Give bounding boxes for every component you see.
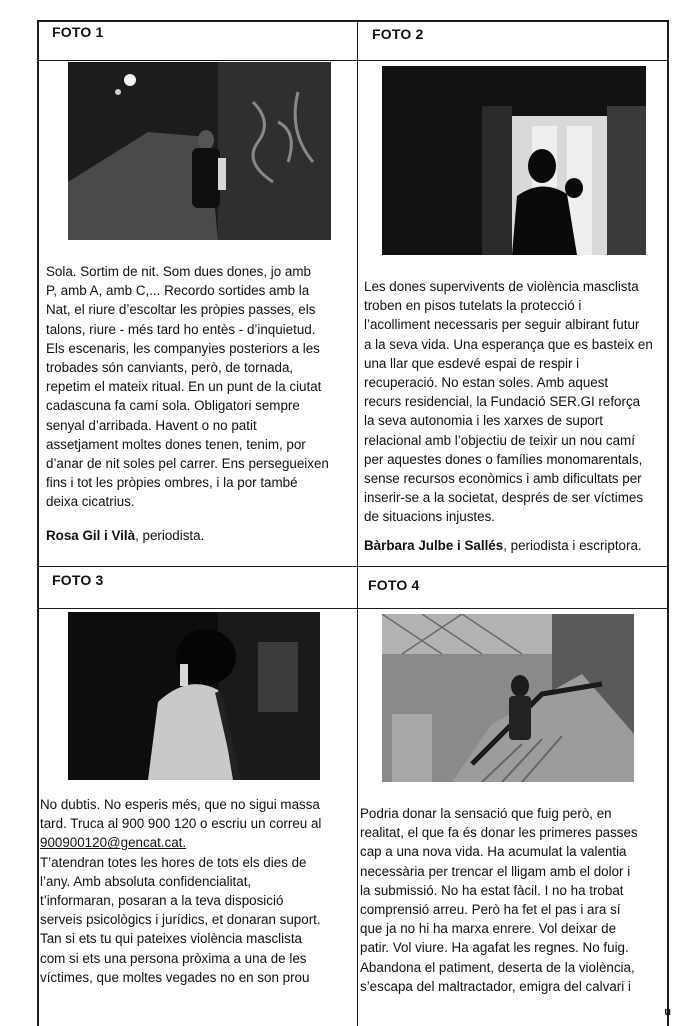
foto3-photo (68, 612, 320, 780)
foto1-signature (46, 528, 204, 543)
text-line: serveis psicològics i jurídics, et donaran suport. (40, 912, 321, 928)
text-line: senyal d’arribada. Havent o no patit (46, 417, 257, 433)
table-border-top (37, 20, 669, 22)
text-line: la seva autonomia i les xarxes de suport (364, 413, 603, 429)
text-line: patir. Vol viure. Ha agafat les regnes. No fuig. (360, 940, 629, 956)
author-name: Bàrbara Julbe i Sallés (364, 538, 504, 553)
text-line: cap a una nova vida. Ha acumulat la valentia (360, 844, 627, 860)
text-line: Les dones supervivents de violència masclista (364, 279, 639, 294)
text-line: realitat, el que fa és donar les primeres passes (360, 825, 638, 841)
text-line: No dubtis. No esperis més, que no sigui massa (40, 797, 320, 812)
text-line: que ja no hi ha marxa enrere. Vol deixar de (360, 921, 617, 937)
text-line: T’atendran totes les hores de tots els dies de (40, 854, 307, 870)
foto1-label: FOTO 1 (52, 24, 104, 40)
table-divider-row2-header (37, 608, 669, 609)
table-divider-middle (37, 566, 669, 567)
foto1-photo (68, 62, 331, 240)
text-line: Els escenaris, les companyies posteriors a les (46, 340, 320, 356)
foto2-photo (382, 66, 646, 255)
text-line: talons, riure - més tard ho entès - d’inquietud. (46, 321, 316, 337)
text-line: l’any. Amb absoluta confidencialitat, (40, 873, 252, 889)
foto3-label: FOTO 3 (52, 572, 104, 588)
text-line: l’acolliment necessaris per seguir albirant futur (364, 317, 640, 333)
text-line: relacional amb l’objectiu de teixir un nou camí (364, 432, 635, 448)
text-line: fins i tot les pròpies ombres, i la por també (46, 475, 298, 491)
foto4-label: FOTO 4 (368, 577, 420, 593)
text-line: recuperació. No estan soles. Amb aquest (364, 375, 609, 391)
text-line: necessària per trencar el lligam amb el dolor i (360, 863, 631, 879)
text-line: de situacions injustes. (364, 509, 496, 525)
text-line: s’escapa del maltractador, emigra del calvari i (360, 978, 631, 994)
text-line: assetjament moltes dones tenen, tenim, por (46, 436, 306, 452)
text-line: la submissió. No ha estat fàcil. I no ha trobat (360, 882, 624, 898)
text-line: Podria donar la sensació que fuig però, en (360, 806, 612, 821)
table-border-left (37, 20, 39, 1026)
text-line: inserir-se a la societat, després de ser víctimes (364, 490, 644, 506)
text-line: tard. Truca al 900 900 120 o escriu un correu al (40, 816, 322, 832)
foto4-photo (382, 614, 634, 782)
text-line: d’anar de nit soles pel carrer. Ens persegueixen (46, 456, 329, 472)
text-line: Abandona el patiment, deserta de la violència, (360, 959, 635, 975)
text-line: troben en pisos tutelats la protecció i (364, 298, 582, 314)
foto3-text (40, 795, 354, 987)
text-line: per aquestes dones o famílies monomarentals, (364, 451, 643, 467)
text-line: Nat, el riure d’escoltar les pròpies passes, els (46, 302, 316, 318)
author-role: , periodista i escriptora. (503, 538, 642, 553)
text-line: a la seva vida. Una esperança que es basteix en (364, 336, 653, 352)
table-divider-vertical (357, 20, 358, 1026)
text-line: Tan si ets tu qui pateixes violència masclista (40, 931, 302, 947)
text-line: víctimes, que moltes vegades no en son prou (40, 969, 310, 985)
author-name: Rosa Gil i Vilà (46, 528, 136, 543)
text-line: sense recursos econòmics i amb dificultats per (364, 471, 642, 487)
foto2-label: FOTO 2 (372, 26, 424, 42)
table-divider-row1-header (37, 60, 669, 61)
foto1-text (46, 262, 354, 512)
foto2-text (364, 277, 664, 527)
table-border-right (667, 20, 669, 1026)
author-role: , periodista. (135, 528, 205, 543)
text-line: P, amb A, amb C,... Recordo sortides amb la (46, 283, 310, 299)
text-line: com si ets una persona pròxima a una de les (40, 950, 307, 966)
text-line: deixa cicatrius. (46, 494, 135, 510)
text-line: t’informaran, posaran a la teva disposició (40, 893, 284, 909)
foto4-text (360, 804, 666, 996)
email-link[interactable]: 900900120@gencat.cat. (40, 835, 187, 851)
text-line: recurs residencial, la Fundació SER.GI reforça (364, 394, 641, 410)
text-line: comprensió arreu. Però ha fet el pas i ara sí (360, 902, 621, 918)
text-line: una llar que esdevé espai de respir i (364, 355, 580, 371)
text-line: cadascuna fa camí sola. Obligatori sempre (46, 398, 300, 414)
foto2-signature (364, 538, 642, 553)
text-line: Sola. Sortim de nit. Som dues dones, jo amb (46, 264, 311, 279)
text-line: trobades són canviants, però, de tornada, (46, 360, 294, 376)
page-mark: u (664, 1006, 671, 1018)
text-line: repetim el mateix ritual. En un punt de la ciutat (46, 379, 322, 395)
